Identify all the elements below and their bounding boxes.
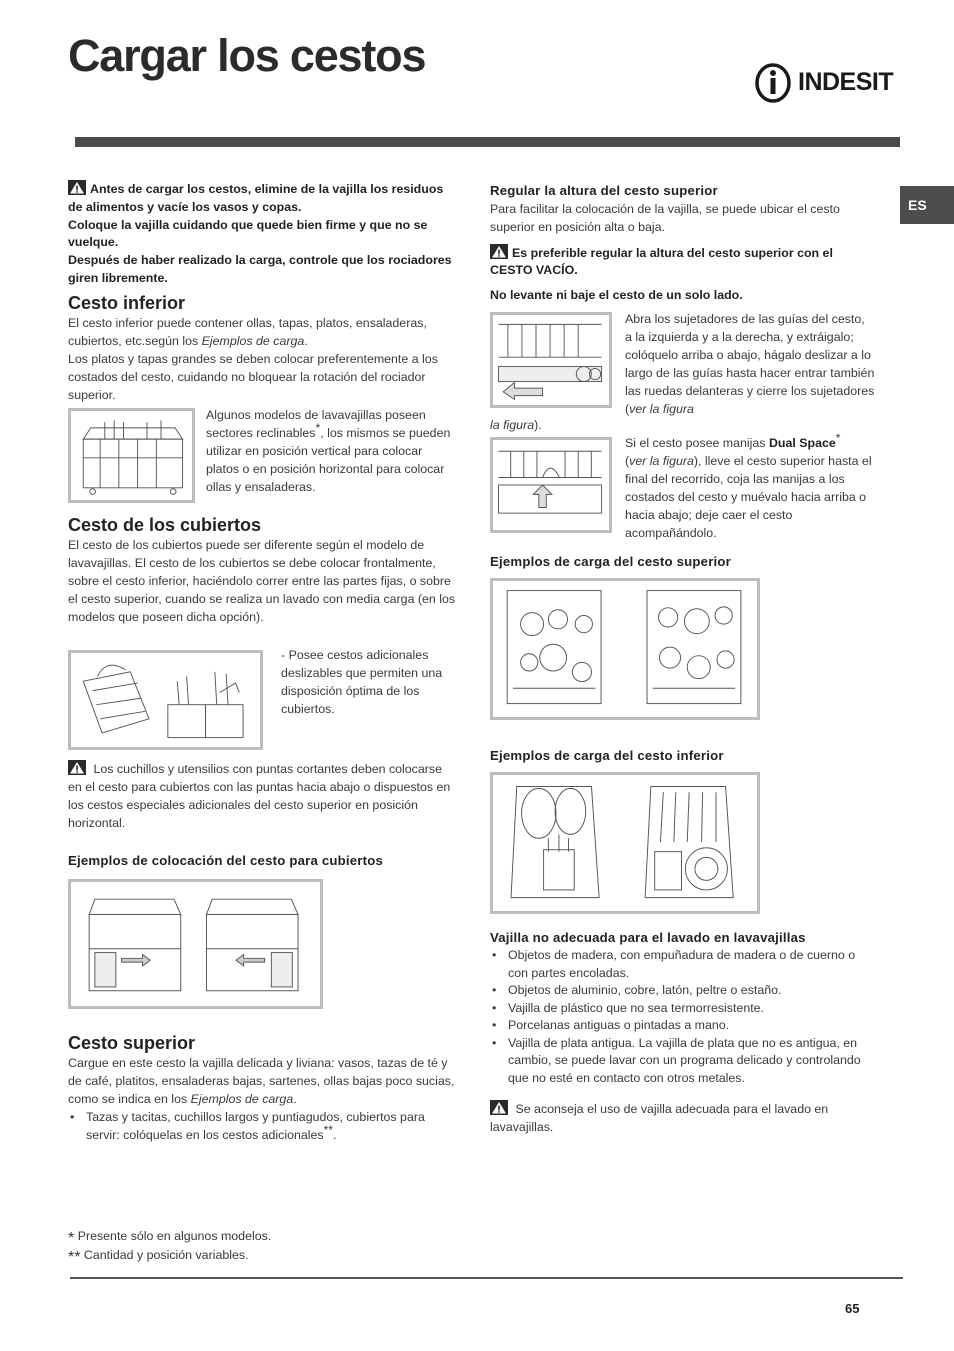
period: . xyxy=(293,1092,297,1106)
cubiertos-text: El cesto de los cubiertos puede ser diferente según el modelo de lavavajillas. El cesto de los cubiertos se debe colocar frontalmente, sobre el cesto inferior, haciéndolo correr entre las partes fijas, o sobre el cesto superior, cuando se realiza un lavado con media carga (en los modelos que poseen dicha opción). xyxy=(68,538,456,624)
footnote-star: ** xyxy=(68,1249,81,1266)
heading-upper-examples: Ejemplos de carga del cesto superior xyxy=(490,554,731,569)
section-no-adecuada xyxy=(490,929,874,1087)
rails-caption-end: la figura). xyxy=(490,418,542,432)
cutlery-warning xyxy=(68,760,456,832)
rails-caption-text: Abra los sujetadores de las guías del cesto, a la izquierda y a la derecha, y extráigalo; colóquelo arriba o abajo, hágalo deslizar a lo largo de las guías hasta hacer entrar también las ruedas delanteras y cierre los sujetadores ( xyxy=(625,312,875,416)
lower-basket-caption xyxy=(206,406,456,496)
dual-space-caption-end: ), lleve el cesto superior hasta el final del recorrido, coja las manijas a los costados del cesto y muévalo hacia arriba o hacia abajo; deje caer el cesto acompañándolo. xyxy=(625,454,872,540)
heading-cesto-superior: Cesto superior xyxy=(68,1033,196,1053)
regular-note: No levante ni baje el cesto de un solo lado. xyxy=(490,288,743,302)
cutlery-basket-caption: - Posee cestos adicionales deslizables que permiten una disposición óptima de los cubiertos. xyxy=(281,648,443,716)
no-adecuada-list xyxy=(490,947,874,1087)
section-regular-altura xyxy=(490,182,874,304)
figure-cutlery-basket xyxy=(68,650,263,750)
brand-wordmark: INDESIT xyxy=(798,68,894,96)
list-item-text: Tazas y tacitas, cuchillos largos y puntiagudos, cubiertos para servir: colóquelas en los cestos adicionales xyxy=(86,1110,425,1142)
cutlery-warning-text: Los cuchillos y utensilios con puntas cortantes deben colocarse en el cesto para cubiertos con las puntas hacia abajo o dispuestos en los cestos especiales adicionales del cesto superior en posición horizontal. xyxy=(68,762,451,830)
page-number: 65 xyxy=(845,1301,860,1316)
list-item: • Porcelanas antiguas o pintadas a mano. xyxy=(490,1017,874,1035)
footnote-marker: * xyxy=(835,430,841,445)
section-cesto-inferior xyxy=(68,292,456,404)
brand-logo-icon xyxy=(754,62,794,104)
figure-dual-space xyxy=(490,437,612,533)
cesto-superior-text: Cargue en este cesto la vajilla delicada y liviana: vasos, tazas de té y de café, platitos, ensaladeras bajas, sartenes, ollas bajas poco sucias, como se indica en los xyxy=(68,1056,455,1106)
cesto-inferior-text-2: Los platos y tapas grandes se deben colocar preferentemente a los costados del cesto, cuidando no bloquear la rotación del rociador superior. xyxy=(68,352,438,402)
period: . xyxy=(304,334,308,348)
dual-space-caption-text: Si el cesto posee manijas xyxy=(625,436,769,450)
footnote-1 xyxy=(68,1229,271,1248)
list-item: • Vajilla de plata antigua. La vajilla de plata que no es antigua, en cambio, se puede lavar con un programa delicado y controlando que no esté en contacto con otros metales. xyxy=(490,1035,874,1088)
list-item xyxy=(68,1108,456,1144)
figure-upper-examples xyxy=(490,578,760,720)
intro-text-3: Después de haber realizado la carga, controle que los rociadores giren libremente. xyxy=(68,253,452,285)
page-title: Cargar los cestos xyxy=(68,30,426,81)
final-warning xyxy=(490,1100,874,1136)
intro-text-1: Antes de cargar los cestos, elimine de la vajilla los residuos de alimentos y vacíe los vasos y copas. xyxy=(68,182,444,214)
regular-warning-text: Es preferible regular la altura del cesto superior con el CESTO VACÍO. xyxy=(490,246,833,277)
cesto-inferior-link: Ejemplos de carga xyxy=(201,334,305,348)
lower-examples-drawing xyxy=(493,775,757,911)
regular-text: Para facilitar la colocación de la vajilla, se puede ubicar el cesto superior en posición alta o baja. xyxy=(490,202,840,234)
warning-icon xyxy=(490,1100,508,1115)
cutlery-basket-drawing xyxy=(71,653,260,747)
cesto-superior-link: Ejemplos de carga xyxy=(190,1092,294,1106)
heading-regular-altura: Regular la altura del cesto superior xyxy=(490,183,718,198)
heading-cubiertos: Cesto de los cubiertos xyxy=(68,515,262,535)
intro-warning xyxy=(68,180,456,288)
list-item: • Objetos de aluminio, cobre, latón, peltre o estaño. xyxy=(490,982,874,1000)
footnote-2 xyxy=(68,1248,249,1267)
heading-no-adecuada: Vajilla no adecuada para el lavado en lavavajillas xyxy=(490,930,806,945)
warning-icon xyxy=(68,180,86,195)
dual-space-label: Dual Space xyxy=(768,436,836,450)
heading-lower-examples: Ejemplos de carga del cesto inferior xyxy=(490,748,724,763)
footnote-marker: * xyxy=(315,420,321,435)
dual-space-caption: Si el cesto posee manijas Dual Space* (ver la figura), lleve el cesto superior hasta el final del recorrido, coja las manijas a los costados del cesto y muévalo hacia arriba o hacia abajo; deje caer el cesto acompañándolo. xyxy=(625,430,872,540)
warning-icon xyxy=(68,760,86,775)
language-tab: ES xyxy=(900,186,954,224)
caption-text-b: , los mismos se pueden utilizar en posición vertical para colocar platos o en posición horizontal para colocar ollas y ensaladeras. xyxy=(206,426,451,494)
heading-cutlery-examples: Ejemplos de colocación del cesto para cubiertos xyxy=(68,853,384,868)
warning-icon xyxy=(490,244,508,259)
list-item: • Vajilla de plástico que no sea termorresistente. xyxy=(490,1000,874,1018)
footnote-star: * xyxy=(68,1230,75,1247)
cutlery-examples-drawing xyxy=(71,882,320,1006)
cesto-inferior-text-a: El cesto inferior puede contener ollas, tapas, platos, ensaladeras, cubiertos, etc.según los xyxy=(68,316,427,348)
figure-cutlery-examples xyxy=(68,879,323,1009)
rails-caption-link: ver la figura xyxy=(629,402,694,416)
dual-space-link: ver la figura xyxy=(629,454,694,468)
lower-basket-drawing xyxy=(71,411,192,500)
final-warning-text: Se aconseja el uso de vajilla adecuada para el lavado en lavavajillas. xyxy=(490,1102,829,1134)
header-bar xyxy=(75,137,900,147)
dual-space-drawing xyxy=(493,440,609,530)
intro-text-2: Coloque la vajilla cuidando que quede bien firme y que no se vuelque. xyxy=(68,217,428,250)
rails-caption-top xyxy=(625,310,875,418)
footnote-text: Cantidad y posición variables. xyxy=(83,1248,249,1262)
section-cesto-superior xyxy=(68,1032,456,1144)
figure-lower-basket xyxy=(68,408,195,503)
footer-rule xyxy=(70,1277,903,1279)
heading-cesto-inferior: Cesto inferior xyxy=(68,293,186,313)
period: . xyxy=(332,1128,337,1142)
figure-basket-rails xyxy=(490,312,612,408)
footnote-marker: ** xyxy=(323,1122,333,1137)
brand-logo xyxy=(754,62,904,104)
figure-lower-examples xyxy=(490,772,760,914)
footnote-text: Presente sólo en algunos modelos. xyxy=(77,1229,272,1243)
upper-examples-drawing xyxy=(493,581,757,717)
cesto-superior-list xyxy=(68,1108,456,1144)
basket-rails-drawing xyxy=(493,315,609,405)
list-item: • Objetos de madera, con empuñadura de madera o de cuerno o con partes encoladas. xyxy=(490,947,874,982)
section-cubiertos xyxy=(68,514,456,626)
caption-text-a: Algunos modelos de lavavajillas poseen sectores reclinables xyxy=(206,408,426,440)
